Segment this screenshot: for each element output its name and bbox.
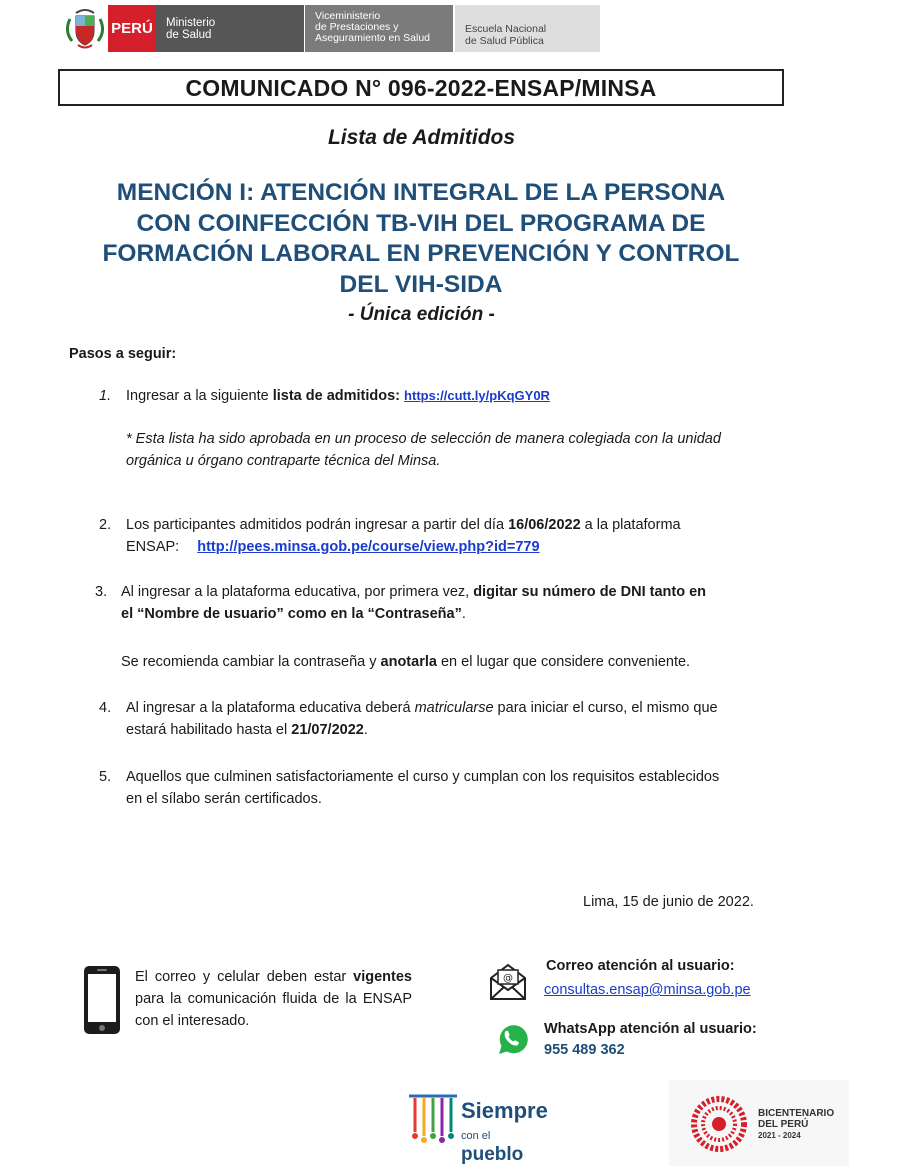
viceministerio-label: Viceministerio de Prestaciones y Aseguramiento en Salud	[305, 5, 453, 52]
ministerio-label: Ministerio de Salud	[156, 5, 304, 52]
step-3-recommendation: Se recomienda cambiar la contraseña y anotarla en el lugar que considere conveniente.	[121, 654, 691, 670]
step-5-number: 5.	[99, 769, 112, 785]
document-subtitle: Lista de Admitidos	[327, 126, 516, 149]
step-5-text: Aquellos que culminen satisfactoriamente el curso y cumplan con los requisitos establecidos en el sílabo serán certificados.	[126, 769, 720, 807]
pasos-label: Pasos a seguir:	[69, 346, 177, 362]
phone-icon	[82, 964, 122, 1041]
email-link[interactable]: consultas.ensap@minsa.gob.pe	[544, 982, 751, 998]
step-3-text: Al ingresar a la plataforma educativa, por primera vez, digitar su número de DNI tanto en el “Nombre de usuario” como en la “Contraseña”.	[121, 584, 707, 622]
edicion-label: - Única edición -	[348, 304, 495, 325]
escuela-label: Escuela Nacional de Salud Pública	[455, 5, 600, 52]
step-4-number: 4.	[99, 700, 112, 716]
document-title: COMUNICADO N° 096-2022-ENSAP/MINSA	[58, 69, 784, 106]
coat-of-arms-icon	[62, 5, 108, 52]
step-2-number: 2.	[99, 517, 112, 533]
bicentenario-logo: BICENTENARIO DEL PERÚ 2021 - 2024	[669, 1080, 849, 1166]
siempre-con-el-pueblo-logo: Siempre con el pueblo	[403, 1090, 551, 1152]
step-1-number: 1.	[99, 388, 112, 404]
email-title: Correo atención al usuario:	[546, 958, 735, 974]
platform-link[interactable]: http://pees.minsa.gob.pe/course/view.php?id=779	[197, 539, 540, 555]
footer-note: El correo y celular deben estar vigentes para la comunicación fluida de la ENSAP con el interesado.	[135, 969, 412, 1029]
whatsapp-title: WhatsApp atención al usuario:	[544, 1021, 757, 1037]
header-bar	[62, 5, 600, 52]
whatsapp-number: 955 489 362	[544, 1042, 625, 1058]
svg-text:@: @	[503, 973, 513, 984]
step-2-text: Los participantes admitidos podrán ingresar a partir del día 16/06/2022 a la plataforma ENSAP: http://pees.minsa.gob.pe/course/view.php?id=779	[126, 517, 681, 555]
step-4-text: Al ingresar a la plataforma educativa deberá matricularse para iniciar el curso, el mismo que estará habilitado hasta el 21/07/2022.	[126, 700, 718, 738]
step-3-number: 3.	[95, 584, 108, 600]
email-icon	[489, 962, 527, 1007]
step-1-note: * Esta lista ha sido aprobada en un proceso de selección de manera colegiada con la unidad orgánica u órgano contraparte técnica del Minsa.	[126, 431, 721, 469]
whatsapp-icon	[494, 1021, 528, 1062]
mencion-heading: MENCIÓN I: ATENCIÓN INTEGRAL DE LA PERSONA CON COINFECCIÓN TB-VIH DEL PROGRAMA DE FORMACIÓN LABORAL EN PREVENCIÓN Y CONTROL DEL VIH-SIDA	[102, 179, 740, 298]
admitidos-link[interactable]: https://cutt.ly/pKqGY0R	[404, 388, 550, 403]
peru-label: PERÚ	[108, 5, 156, 52]
step-1-text: Ingresar a la siguiente lista de admitidos: https://cutt.ly/pKqGY0R	[126, 388, 550, 404]
place-date: Lima, 15 de junio de 2022.	[583, 894, 754, 910]
